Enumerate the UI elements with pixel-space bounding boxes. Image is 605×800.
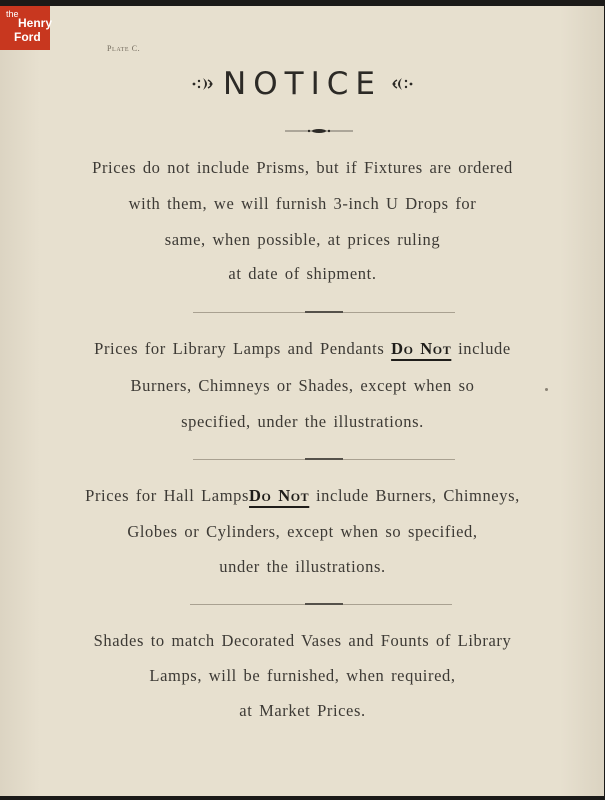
heading-divider-ornament [285, 128, 353, 134]
do-not-emphasis: Do Not [391, 339, 452, 358]
text-segment: include Burners, Chimneys, [316, 486, 520, 505]
paragraph-line: same, when possible, at prices ruling [164, 230, 441, 249]
paragraph-line: Shades to match Decorated Vases and Founts of Library [93, 631, 512, 650]
paragraph-line [0, 339, 605, 359]
text-segment: Prices for Library Lamps and Pendants [94, 339, 385, 358]
notice-heading [0, 66, 605, 106]
logo-text-henry: Henry [18, 16, 53, 30]
section-divider-center [305, 458, 343, 460]
do-not-emphasis: Do Not [249, 486, 310, 505]
right-ornament-icon [388, 76, 414, 92]
paragraph-line: under the illustrations. [219, 557, 386, 576]
section-divider-center [305, 311, 343, 313]
paragraph-line: with them, we will furnish 3-inch U Drops for [128, 194, 477, 213]
paragraph-line: at date of shipment. [228, 264, 377, 283]
henry-ford-logo [0, 6, 53, 50]
plate-label: Plate C. [107, 44, 141, 53]
text-segment: Prices for Hall Lamps [85, 486, 250, 505]
page-title: NOTICE [223, 66, 382, 102]
paper-speck [545, 388, 548, 391]
paragraph-line: Prices do not include Prisms, but if Fixtures are ordered [92, 158, 513, 177]
left-ornament-icon [191, 76, 217, 92]
paragraph-line [0, 486, 605, 506]
paragraph-line: at Market Prices. [239, 701, 366, 720]
paragraph-line: specified, under the illustrations. [181, 412, 424, 431]
paragraph-line: Lamps, will be furnished, when required, [149, 666, 456, 685]
paragraph-line: Burners, Chimneys or Shades, except when so [130, 376, 475, 395]
text-segment: include [458, 339, 511, 358]
logo-text-the: the [6, 9, 19, 19]
paragraph-line: Globes or Cylinders, except when so specified, [127, 522, 478, 541]
section-divider-center [305, 603, 343, 605]
logo-text-ford: Ford [14, 30, 41, 44]
